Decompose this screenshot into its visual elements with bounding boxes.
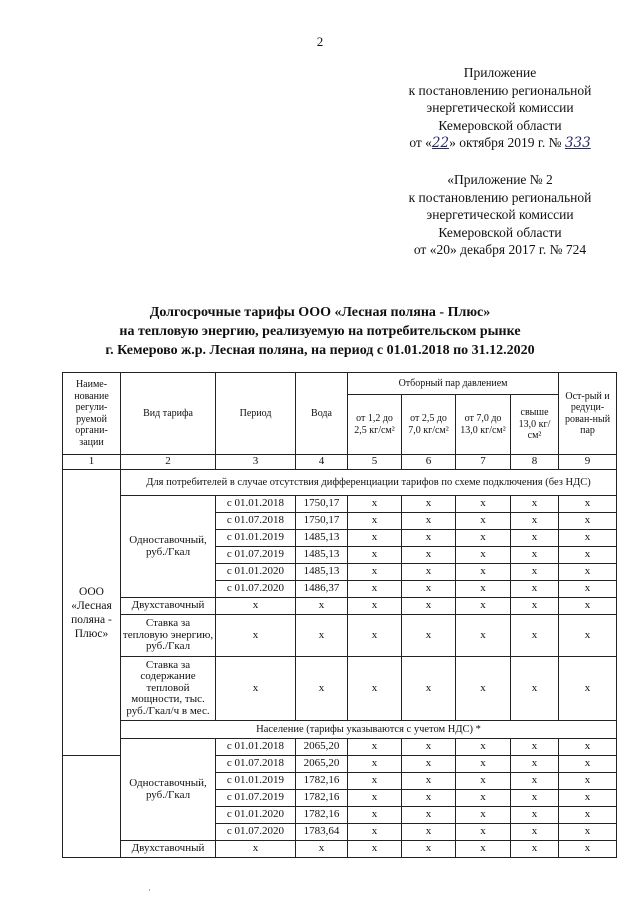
date-prefix: от « [409, 135, 432, 150]
empty-x: x [348, 824, 402, 841]
empty-x: x [511, 547, 559, 564]
capacity-rate: Ставка за содержание тепловой мощности, тыс. руб./Гкал/ч в мес. [121, 657, 216, 721]
empty-x: x [456, 615, 511, 657]
water-value: 1782,16 [296, 790, 348, 807]
empty-x: x [559, 807, 617, 824]
handwritten-number: 333 [564, 135, 591, 151]
empty-x: x [559, 598, 617, 615]
empty-x: x [511, 807, 559, 824]
empty-x: x [456, 581, 511, 598]
empty-x: x [402, 841, 456, 858]
empty-x: x [559, 530, 617, 547]
empty-x: x [402, 739, 456, 756]
empty-x: x [511, 513, 559, 530]
period-cell: с 01.07.2019 [216, 790, 296, 807]
empty-x: x [348, 581, 402, 598]
empty-x: x [559, 790, 617, 807]
empty-x: x [559, 773, 617, 790]
section-no-differentiation: Для потребителей в случае отсутствия дифференциации тарифов по схеме подключения (без НДС) [121, 470, 617, 496]
empty-x: x [456, 496, 511, 513]
period-cell: с 01.01.2020 [216, 807, 296, 824]
empty-x: x [511, 841, 559, 858]
empty-x: x [348, 807, 402, 824]
empty-x: x [511, 598, 559, 615]
empty-x: x [456, 790, 511, 807]
water-value: 1485,13 [296, 564, 348, 581]
appendix-line: от «20» декабря 2017 г. № 724 [413, 242, 587, 257]
appendix-line: Кемеровской области [438, 224, 562, 240]
water-value: 1486,37 [296, 581, 348, 598]
empty-x: x [511, 615, 559, 657]
water-value: 1485,13 [296, 547, 348, 564]
empty-x: x [216, 657, 296, 721]
empty-x: x [402, 773, 456, 790]
heat-energy-rate: Ставка за тепловую энергию, руб./Гкал [121, 615, 216, 657]
org-name-cell: ООО «Лесная поляна - Плюс» [63, 470, 121, 756]
header-pressure-4: свыше 13,0 кг/см² [511, 395, 559, 455]
empty-x: x [296, 657, 348, 721]
empty-x: x [402, 807, 456, 824]
appendix-header-current [380, 64, 620, 153]
appendix-date-line [380, 134, 620, 153]
empty-x: x [511, 739, 559, 756]
empty-x: x [456, 547, 511, 564]
empty-x: x [348, 790, 402, 807]
date-middle: » октября 2019 г. № [449, 135, 565, 150]
empty-x: x [559, 581, 617, 598]
empty-x: x [402, 824, 456, 841]
empty-x: x [511, 773, 559, 790]
empty-x: x [402, 790, 456, 807]
empty-x: x [402, 547, 456, 564]
water-value: 2065,20 [296, 739, 348, 756]
empty-x: x [216, 598, 296, 615]
empty-x: x [348, 615, 402, 657]
water-value: 2065,20 [296, 756, 348, 773]
empty-x: x [559, 547, 617, 564]
empty-x: x [559, 513, 617, 530]
tariff-single-rate: Одноставочный, руб./Гкал [121, 496, 216, 598]
empty-x: x [402, 598, 456, 615]
empty-x: x [216, 615, 296, 657]
empty-x: x [348, 841, 402, 858]
empty-x: x [456, 824, 511, 841]
empty-x: x [402, 615, 456, 657]
empty-x: x [296, 841, 348, 858]
empty-x: x [348, 530, 402, 547]
water-value: 1782,16 [296, 807, 348, 824]
title-line: на тепловую энергию, реализуемую на потребительском рынке [119, 324, 521, 339]
empty-x: x [559, 841, 617, 858]
empty-x: x [402, 513, 456, 530]
empty-x: x [511, 496, 559, 513]
empty-x: x [348, 496, 402, 513]
header-period: Период [216, 373, 296, 455]
col-number: 3 [216, 455, 296, 470]
empty-x: x [402, 530, 456, 547]
header-pressure-2: от 2,5 до 7,0 кг/см² [402, 395, 456, 455]
period-cell: с 01.01.2019 [216, 530, 296, 547]
empty-x: x [559, 657, 617, 721]
col-number: 5 [348, 455, 402, 470]
period-cell: с 01.01.2018 [216, 496, 296, 513]
period-cell: с 01.07.2020 [216, 824, 296, 841]
water-value: 1750,17 [296, 513, 348, 530]
empty-x: x [402, 581, 456, 598]
appendix-line: «Приложение № 2 [447, 172, 553, 187]
header-tariff-type: Вид тарифа [121, 373, 216, 455]
period-cell: с 01.01.2018 [216, 739, 296, 756]
handwritten-day: 22 [431, 135, 450, 151]
title-line: г. Кемерово ж.р. Лесная поляна, на период с 01.01.2018 по 31.12.2020 [105, 343, 535, 358]
appendix-line: Кемеровской области [438, 117, 562, 133]
col-number: 7 [456, 455, 511, 470]
appendix-line: Приложение [463, 65, 537, 80]
empty-x: x [348, 598, 402, 615]
period-cell: с 01.01.2020 [216, 564, 296, 581]
appendix-line: к постановлению региональной [408, 82, 592, 98]
tariff-two-rate-population: Двухставочный [121, 841, 216, 858]
empty-x: x [348, 547, 402, 564]
appendix-line: энергетической комиссии [426, 207, 574, 222]
empty-x: x [559, 824, 617, 841]
col-number: 9 [559, 455, 617, 470]
water-value: 1485,13 [296, 530, 348, 547]
empty-x: x [559, 615, 617, 657]
header-water: Вода [296, 373, 348, 455]
water-value: 1783,64 [296, 824, 348, 841]
appendix-line: энергетической комиссии [426, 100, 574, 115]
empty-x: x [511, 530, 559, 547]
empty-x: x [402, 564, 456, 581]
empty-x: x [559, 564, 617, 581]
org-name-cell-cont [63, 756, 121, 858]
header-pressure-1: от 1,2 до 2,5 кг/см² [348, 395, 402, 455]
empty-x: x [511, 564, 559, 581]
col-number: 4 [296, 455, 348, 470]
empty-x: x [348, 739, 402, 756]
scan-mark: · [148, 885, 151, 895]
empty-x: x [511, 824, 559, 841]
empty-x: x [456, 739, 511, 756]
empty-x: x [402, 756, 456, 773]
period-cell: с 01.07.2020 [216, 581, 296, 598]
empty-x: x [456, 513, 511, 530]
empty-x: x [456, 807, 511, 824]
empty-x: x [348, 564, 402, 581]
empty-x: x [559, 496, 617, 513]
title-line: Долгосрочные тарифы ООО «Лесная поляна - Плюс» [149, 305, 491, 320]
empty-x: x [402, 657, 456, 721]
col-number: 2 [121, 455, 216, 470]
empty-x: x [456, 564, 511, 581]
period-cell: с 01.01.2019 [216, 773, 296, 790]
header-sharp-steam: Ост-рый и редуци-рован-ный пар [559, 373, 617, 455]
empty-x: x [456, 657, 511, 721]
empty-x: x [348, 513, 402, 530]
document-title [0, 303, 640, 360]
appendix-line: к постановлению региональной [408, 189, 592, 205]
water-value: 1750,17 [296, 496, 348, 513]
water-value: 1782,16 [296, 773, 348, 790]
col-number: 8 [511, 455, 559, 470]
header-steam-group: Отборный пар давлением [348, 373, 559, 395]
tariff-single-rate-population: Одноставочный, руб./Гкал [121, 739, 216, 841]
empty-x: x [456, 598, 511, 615]
header-org: Наиме-нование регули-руемой органи-зации [63, 373, 121, 455]
empty-x: x [511, 790, 559, 807]
period-cell: с 01.07.2018 [216, 756, 296, 773]
empty-x: x [296, 615, 348, 657]
col-number: 1 [63, 455, 121, 470]
empty-x: x [456, 841, 511, 858]
empty-x: x [559, 739, 617, 756]
empty-x: x [456, 756, 511, 773]
header-pressure-3: от 7,0 до 13,0 кг/см² [456, 395, 511, 455]
col-number: 6 [402, 455, 456, 470]
period-cell: с 01.07.2019 [216, 547, 296, 564]
tariff-two-rate: Двухставочный [121, 598, 216, 615]
empty-x: x [348, 657, 402, 721]
section-population: Население (тарифы указываются с учетом НДС) * [121, 721, 617, 739]
empty-x: x [511, 581, 559, 598]
empty-x: x [456, 773, 511, 790]
empty-x: x [559, 756, 617, 773]
empty-x: x [402, 496, 456, 513]
appendix-header-original [380, 171, 620, 259]
empty-x: x [511, 756, 559, 773]
empty-x: x [216, 841, 296, 858]
empty-x: x [348, 756, 402, 773]
empty-x: x [456, 530, 511, 547]
empty-x: x [348, 773, 402, 790]
empty-x: x [511, 657, 559, 721]
empty-x: x [296, 598, 348, 615]
tariff-table [62, 372, 617, 858]
page-number: 2 [316, 34, 324, 49]
period-cell: с 01.07.2018 [216, 513, 296, 530]
